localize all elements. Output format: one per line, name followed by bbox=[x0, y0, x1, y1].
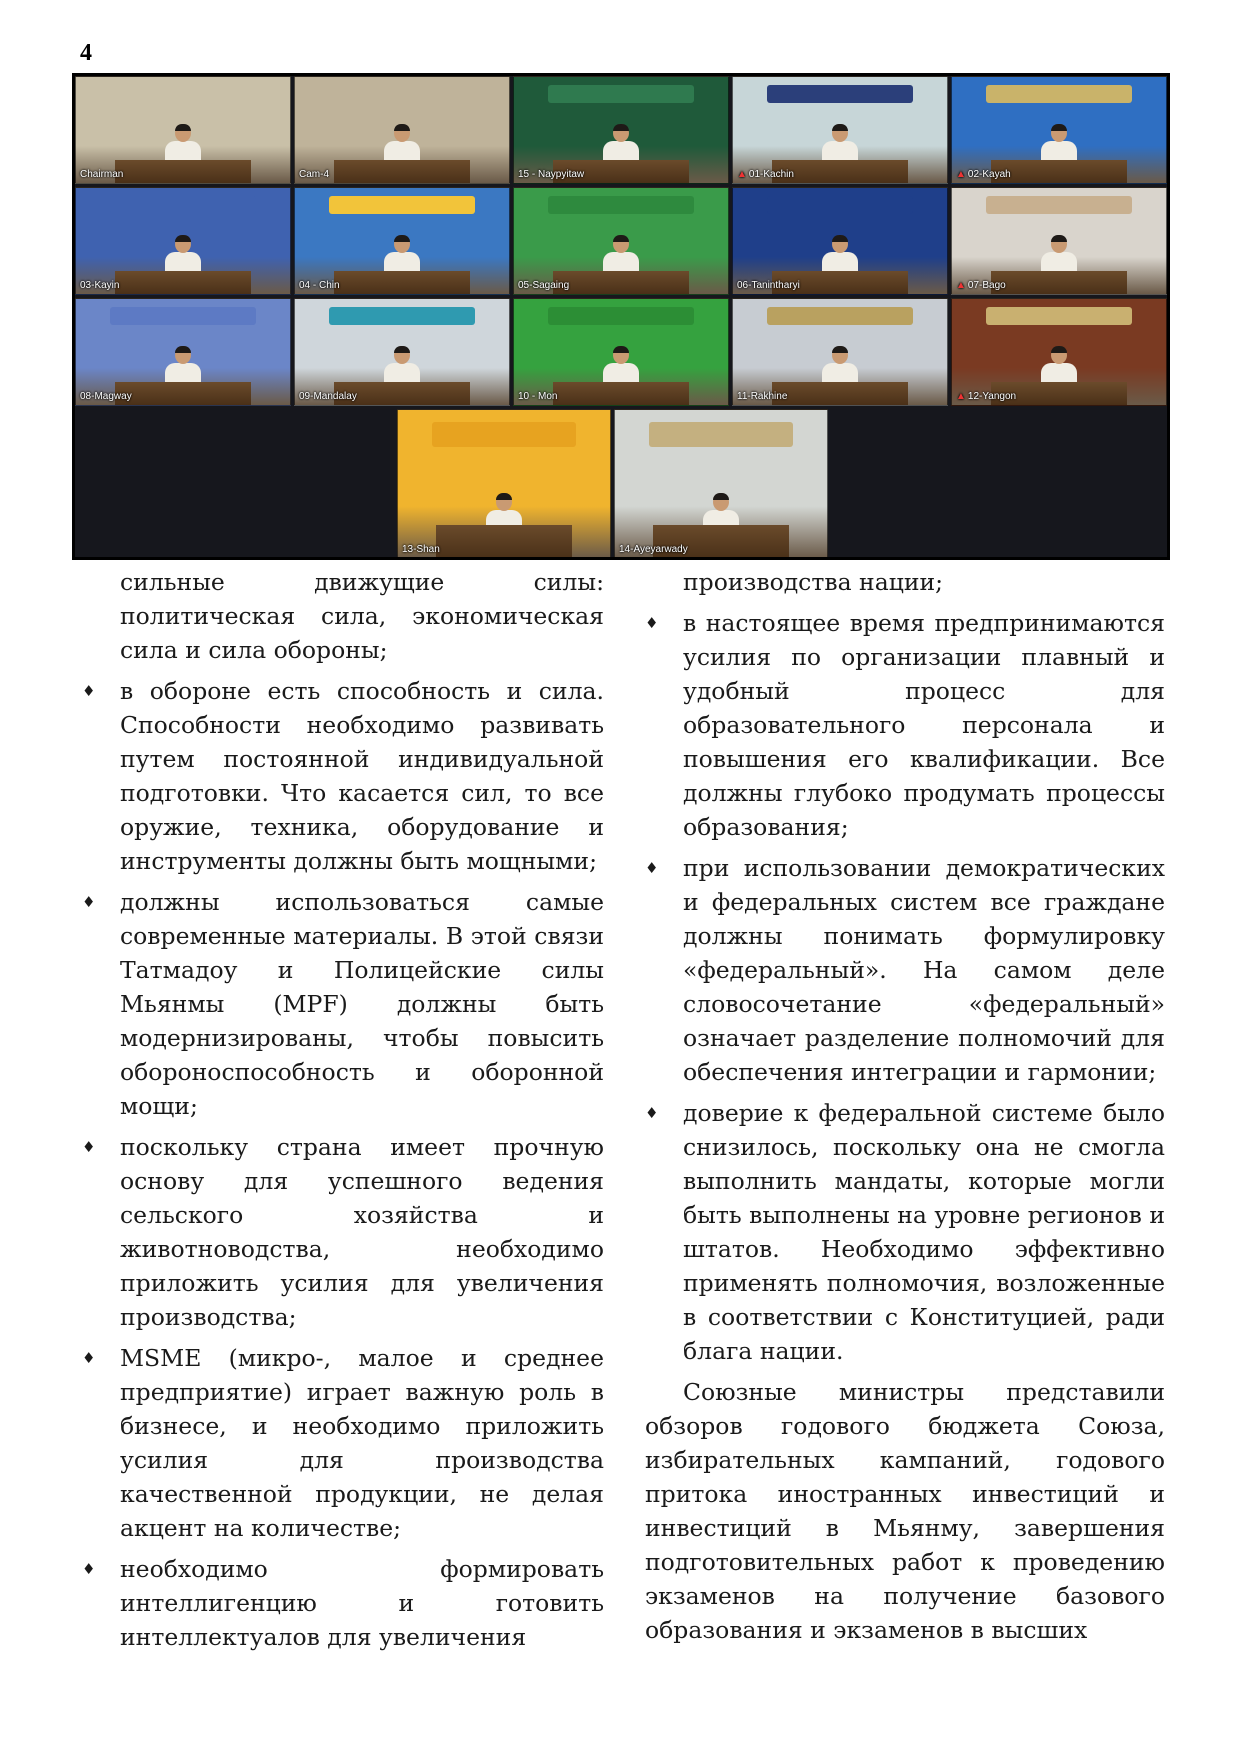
video-tile bbox=[732, 76, 948, 184]
video-tile-label: Chairman bbox=[80, 169, 124, 180]
flag-icon: ▲ bbox=[737, 169, 747, 180]
video-tile-label: 15 - Naypyitaw bbox=[518, 169, 585, 180]
video-tile-label: 05-Sagaing bbox=[518, 280, 570, 291]
office-banner bbox=[986, 85, 1132, 103]
bullet-item: ♦ поскольку страна имеет прочную основу для успешного ведения сельского хозяйства и животноводства, необходимо приложить усилия для увеличения производства; bbox=[120, 1130, 604, 1334]
bullet-item: ♦ в настоящее время предпринимаются усилия по организации плавный и удобный процесс для образовательного персонала и повышения его квалификации. Все должны глубоко продумать процессы образования; bbox=[683, 606, 1165, 844]
office-banner bbox=[548, 196, 694, 214]
video-tile bbox=[951, 298, 1167, 406]
video-tile-label: 04 - Chin bbox=[299, 280, 340, 291]
page-number: 4 bbox=[80, 40, 92, 66]
video-tile-label: 08-Magway bbox=[80, 391, 132, 402]
desk bbox=[334, 160, 471, 183]
desk bbox=[772, 382, 909, 405]
video-tile-label: ▲ 07-Bago bbox=[956, 280, 1006, 291]
bullet-item: ♦ MSME (микро-, малое и среднее предприятие) играет важную роль в бизнесе, и необходимо приложить усилия для производства качественной продукции, не делая акцент на количестве; bbox=[120, 1341, 604, 1545]
video-tile bbox=[732, 298, 948, 406]
desk bbox=[115, 382, 252, 405]
flag-icon: ▲ bbox=[956, 391, 966, 402]
desk bbox=[436, 525, 572, 558]
office-banner bbox=[767, 307, 913, 325]
video-tile-label: ▲ 01-Kachin bbox=[737, 169, 794, 180]
video-tile bbox=[513, 298, 729, 406]
video-tile bbox=[75, 298, 291, 406]
video-tile bbox=[397, 409, 611, 559]
video-tile-label: 11-Rakhine bbox=[737, 391, 788, 402]
video-tile bbox=[951, 187, 1167, 295]
video-tile-label: 03-Kayin bbox=[80, 280, 120, 291]
video-tile-label: ▲ 02-Kayah bbox=[956, 169, 1011, 180]
desk bbox=[991, 160, 1128, 183]
video-tile-label: 09-Mandalay bbox=[299, 391, 357, 402]
video-tile bbox=[294, 298, 510, 406]
bullet-item: ♦ необходимо формировать интеллигенцию и готовить интеллектуалов для увеличения bbox=[120, 1552, 604, 1654]
video-tile bbox=[513, 187, 729, 295]
video-tile bbox=[294, 76, 510, 184]
office-banner bbox=[329, 307, 475, 325]
office-banner bbox=[767, 85, 913, 103]
desk bbox=[553, 271, 690, 294]
video-tile bbox=[614, 409, 828, 559]
paragraph: Союзные министры представили обзоров годового бюджета Союза, избирательных кампаний, годового притока иностранных инвестиций и инвестиций в Мьянму, завершения подготовительных работ к проведению экзаменов на получение базового образования и экзаменов в высших bbox=[645, 1378, 1165, 1644]
bullet-item: ♦ при использовании демократических и федеральных систем все граждане должны понимать формулировку «федеральный». На самом деле словосочетание «федеральный» означает разделение полномочий для обеспечения интеграции и гармонии; bbox=[683, 851, 1165, 1089]
video-tile-label: 06-Tanintharyi bbox=[737, 280, 800, 291]
video-tile bbox=[951, 76, 1167, 184]
paragraph: производства нации; bbox=[683, 568, 944, 596]
bullet-item: ♦ в обороне есть способность и сила. Способности необходимо развивать путем постоянной индивидуальной подготовки. Что касается сил, то все оружие, техника, оборудование и инструменты должны быть мощными; bbox=[120, 674, 604, 878]
video-tile-label: 10 - Mon bbox=[518, 391, 558, 402]
video-tile bbox=[75, 76, 291, 184]
desk bbox=[553, 382, 690, 405]
office-banner bbox=[986, 307, 1132, 325]
left-text-column bbox=[120, 565, 604, 1661]
office-banner bbox=[432, 422, 576, 447]
video-tile bbox=[513, 76, 729, 184]
video-tile-label: Cam-4 bbox=[299, 169, 330, 180]
video-conference-photo bbox=[72, 73, 1170, 560]
desk bbox=[115, 160, 252, 183]
desk bbox=[991, 271, 1128, 294]
office-banner bbox=[986, 196, 1132, 214]
video-tile bbox=[294, 187, 510, 295]
flag-icon: ▲ bbox=[956, 280, 966, 291]
video-tile bbox=[732, 187, 948, 295]
paragraph: сильные движущие силы: политическая сила, экономическая сила и сила обороны; bbox=[120, 568, 604, 664]
office-banner bbox=[329, 196, 475, 214]
desk bbox=[334, 271, 471, 294]
office-banner bbox=[548, 85, 694, 103]
video-tile-label: 14-Ayeyarwady bbox=[619, 544, 688, 555]
office-banner bbox=[548, 307, 694, 325]
video-tile-label: 13-Shan bbox=[402, 544, 440, 555]
office-banner bbox=[649, 422, 793, 447]
desk bbox=[115, 271, 252, 294]
bullet-item: ♦ должны использоваться самые современные материалы. В этой связи Татмадоу и Полицейские силы Мьянмы (MPF) должны быть модернизированы, чтобы повысить обороноспособность и оборонной мощи; bbox=[120, 885, 604, 1123]
flag-icon: ▲ bbox=[956, 169, 966, 180]
office-banner bbox=[110, 307, 256, 325]
office-banner bbox=[110, 196, 256, 214]
video-tile-label: ▲ 12-Yangon bbox=[956, 391, 1017, 402]
right-text-column bbox=[645, 565, 1165, 1654]
video-tile bbox=[75, 187, 291, 295]
office-banner bbox=[767, 196, 913, 214]
bullet-item: ♦ доверие к федеральной системе было снизилось, поскольку она не смогла выполнить мандаты, которые могли быть выполнены на уровне регионов и штатов. Необходимо эффективно применять полномочия, возложенные в соответствии с Конституцией, ради блага нации. bbox=[683, 1096, 1165, 1368]
